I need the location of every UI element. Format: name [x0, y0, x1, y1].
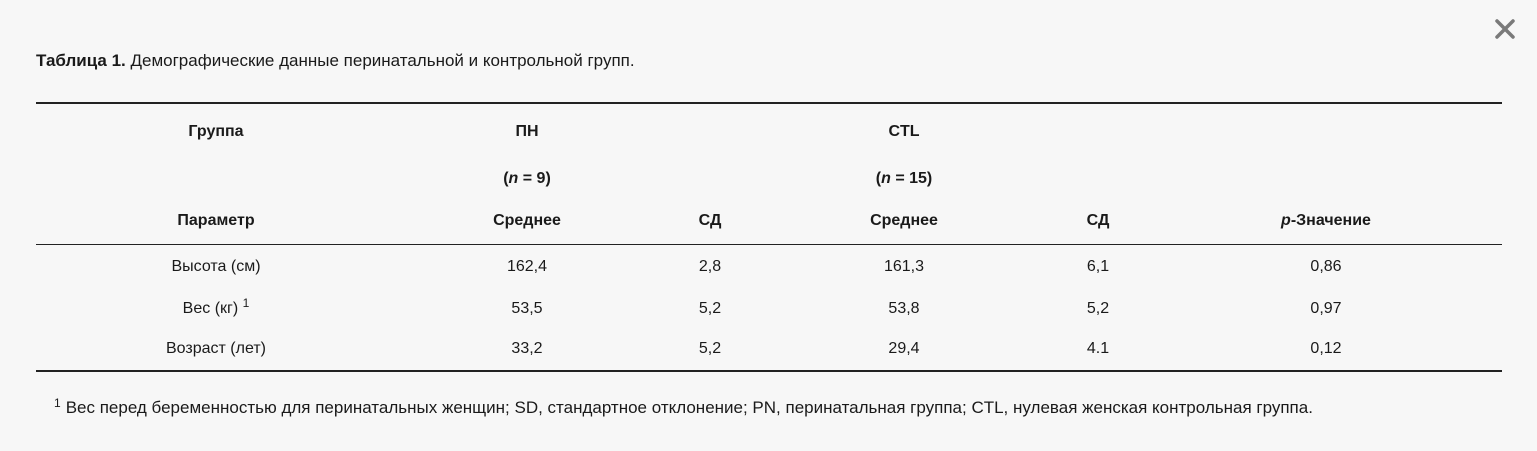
header-ctl-n: (n = 15)	[875, 170, 933, 187]
cell-ctl-mean: 53,8	[888, 299, 920, 317]
cell-p-value: 0,97	[1310, 299, 1342, 317]
header-pn-text: ПН	[515, 123, 539, 140]
col-header-ctl-mean: Среднее	[762, 198, 1046, 245]
table-body	[36, 245, 1502, 372]
table-row	[36, 245, 1502, 290]
cell-ctl-sd: 4.1	[1046, 328, 1150, 371]
cell-param: Возраст (лет)	[36, 328, 396, 371]
table-header	[36, 103, 1502, 245]
cell-pn-sd: 2,8	[698, 258, 722, 275]
cell-pn-mean: 162,4	[506, 258, 548, 275]
cell-ctl-mean: 161,3	[883, 258, 925, 275]
header-row-columns	[36, 198, 1502, 245]
cell-ctl-sd: 5,2	[1086, 299, 1110, 317]
table-container	[36, 102, 1502, 372]
footnote-marker: 1	[54, 396, 61, 410]
close-button[interactable]	[1490, 14, 1520, 44]
footnote-ref[interactable]: 1	[242, 295, 250, 310]
caption-text: Демографические данные перинатальной и контрольной групп.	[125, 51, 635, 70]
cell-pn-mean: 33,2	[396, 328, 658, 371]
header-pn-label	[396, 103, 762, 160]
table-row	[36, 289, 1502, 328]
cell-ctl-mean: 29,4	[762, 328, 1046, 371]
header-row-groups	[36, 103, 1502, 160]
cell-param: Высота (см)	[171, 258, 261, 275]
table-row	[36, 328, 1502, 371]
header-ctl-label	[762, 103, 1150, 160]
col-header-p-value: p-Значение	[1150, 198, 1502, 245]
table-caption	[36, 50, 635, 72]
col-header-pn-sd: СД	[658, 198, 762, 245]
cell-pn-sd: 5,2	[658, 328, 762, 371]
cell-ctl-sd: 6,1	[1086, 258, 1110, 275]
footnote-text: Вес перед беременностью для перинатальных женщин; SD, стандартное отклонение; PN, перинатальная группа; CTL, нулевая женская контрольная группа.	[65, 398, 1313, 417]
cell-p-value: 0,12	[1150, 328, 1502, 371]
header-pn-n: (n = 9)	[503, 170, 551, 187]
header-empty	[1150, 103, 1502, 160]
cell-p-value: 0,86	[1310, 258, 1342, 275]
header-row-counts	[36, 160, 1502, 198]
cell-param: Вес (кг) $^1$	[182, 295, 250, 317]
close-icon	[1490, 14, 1520, 44]
table-footnote	[54, 398, 1313, 418]
col-header-ctl-sd: СД	[1046, 198, 1150, 245]
caption-label: Таблица 1.	[36, 51, 126, 70]
header-ctl-text: CTL	[888, 123, 920, 140]
header-group-label: Группа	[36, 103, 396, 160]
cell-pn-sd: 5,2	[698, 299, 722, 317]
demographics-table	[36, 102, 1502, 372]
col-header-param: Параметр	[36, 198, 396, 245]
cell-pn-mean: 53,5	[511, 299, 543, 317]
col-header-pn-mean: Среднее	[396, 198, 658, 245]
